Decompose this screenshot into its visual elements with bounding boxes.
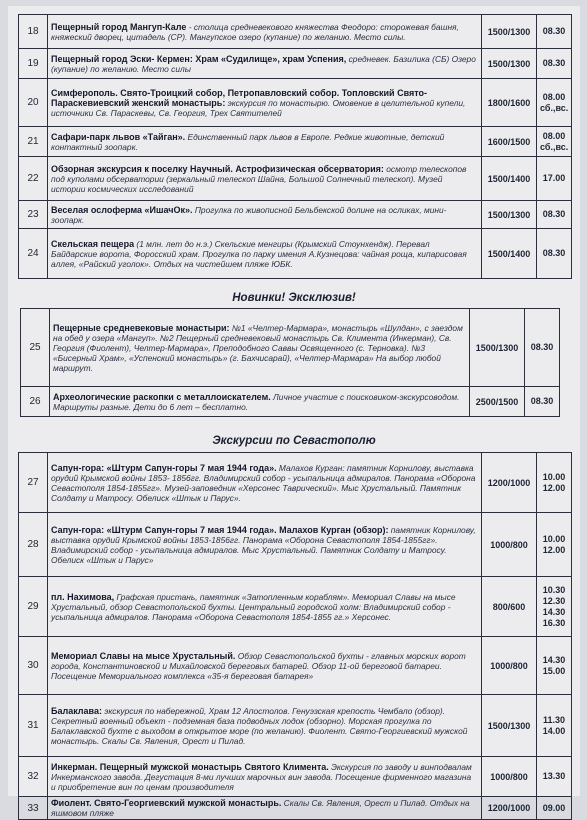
excursion-price: 1500/1300 [470, 309, 525, 387]
excursion-number: 33 [19, 797, 48, 820]
excursion-row [19, 695, 572, 757]
excursion-details: - столица средневекового княжества Феодоро: сторожевая башня, княжеский дворец, цитадель (СР). Мангупское озеро (купание) по желанию. Место силы. [51, 21, 459, 42]
excursion-details: Обзор Севастопольской бухты - главных морских ворот города, Константиновской и Михайловской береговых батарей. Обзор 11-ой береговой батареи. Посещение Мемориального комплекса «35-я береговая батарея» [51, 650, 466, 681]
excursion-time: 08.00 сб.,вс. [537, 79, 572, 127]
excursion-number: 24 [19, 229, 48, 279]
excursion-title: Пещерный город Эски- Кермен: Храм «Судилище», храм Успения, [51, 53, 347, 64]
excursion-description [48, 637, 482, 695]
excursion-time: 08.30 [525, 309, 560, 387]
excursion-number: 26 [21, 387, 50, 417]
excursion-row [19, 15, 572, 49]
excursion-row [19, 201, 572, 229]
excursion-title: Скельская пещера [51, 238, 135, 249]
excursion-row [19, 49, 572, 79]
excursion-price: 1800/1600 [482, 79, 537, 127]
excursion-time: 09.00 [537, 797, 572, 820]
excursion-row [19, 127, 572, 157]
excursion-details: Малахов Курган: памятник Корнилову, выставка орудий Крымской войны 1853- 1856гг. Владимирский собор - усыпальница адмиралов. Панорама «Оборона Севастополя 1854-1855гг». Музей-заповедник «Херсонес Таврический». Мыс Хрустальный. Памятник Солдату и Матросу. Обелиск «Штык и Парус». [51, 462, 476, 503]
excursions-table-main [18, 14, 572, 279]
excursion-description [48, 127, 482, 157]
excursion-time: 10.00 12.00 [537, 453, 572, 513]
excursion-time: 11.30 14.00 [537, 695, 572, 757]
excursion-details: Единственный парк львов в Европе. Редкие животные, детский контактный зоопарк. [51, 131, 445, 152]
excursion-number: 30 [19, 637, 48, 695]
excursion-number: 32 [19, 757, 48, 797]
excursion-row [19, 757, 572, 797]
excursion-time: 08.30 [525, 387, 560, 417]
excursion-description [48, 695, 482, 757]
excursion-details: №1 «Челтер-Мармара», монастырь «Шулдан», с заездом на обед у озера «Мангуп». №2 Пещерный средневековый монастырь Св. Климента (Инкерман), Св. Георгия (Фиолент), Челтер-Мармара», Преподобного Саввы Освященного (с. Терновка). №3 «Бисерный Храм», «Успенский монастырь» (г. Бахчисарай), «Челтер-Мармара» На выбор любой маршрут. [53, 322, 463, 373]
excursion-price-sheet [8, 6, 580, 818]
excursion-title: Пещерный город Мангуп-Кале [51, 21, 187, 32]
excursion-description [48, 453, 482, 513]
excursion-description [48, 229, 482, 279]
excursion-number: 20 [19, 79, 48, 127]
excursion-time: 14.30 15.00 [537, 637, 572, 695]
excursion-row [19, 157, 572, 201]
excursion-price: 1000/800 [482, 757, 537, 797]
excursion-title: Археологические раскопки с металлоискателем. [53, 391, 271, 402]
excursion-description [48, 157, 482, 201]
excursion-row [19, 797, 572, 820]
excursion-row [21, 309, 560, 387]
section-heading-exclusive: Новинки! Эксклюзив! [232, 292, 356, 304]
excursion-title: Сапун-гора: «Штурм Сапун-горы 7 мая 1944 года». Малахов Курган (обзор): [51, 524, 389, 535]
excursion-row [21, 387, 560, 417]
excursion-details: (1 млн. лет до н.э.) Скельские менгиры (Крымский Стоунхендж). Перевал Байдарские ворота, Форосский храм. Прогулка по парку имения А.Кузнецова: чайная роща, кипарисовая аллея, «Райский уголок». Отдых на чистейшем пляже ЮБК. [51, 238, 467, 269]
excursion-title: Фиолент. Свято-Георгиевский мужской монастырь. [51, 798, 282, 808]
excursion-row [19, 79, 572, 127]
excursion-time: 17.00 [537, 157, 572, 201]
excursion-row [19, 229, 572, 279]
excursion-title: Веселая ослоферма «ИшачОк». [51, 204, 193, 215]
excursion-title: Балаклава: [51, 705, 102, 716]
excursion-time: 08.30 [537, 49, 572, 79]
excursion-time: 08.30 [537, 229, 572, 279]
excursion-details: памятник Корнилову, выставка орудий Крымской войны 1853-1856гг. Панорама «Оборона Севастополя 1854-1855гг». Владимирский собор - усыпальница адмиралов. Мыс Хрустальный. Памятник Солдату и Матросу. Обелиск «Штык и Парус» [51, 524, 476, 565]
excursion-price: 1600/1500 [482, 127, 537, 157]
excursion-description [48, 757, 482, 797]
excursion-time: 10.00 12.00 [537, 513, 572, 577]
excursion-title: Мемориал Славы на мысе Хрустальный. [51, 650, 236, 661]
excursion-row [19, 637, 572, 695]
excursion-number: 28 [19, 513, 48, 577]
excursion-title: Пещерные средневековые монастыри: [53, 322, 230, 333]
excursion-price: 1500/1400 [482, 229, 537, 279]
excursion-description [48, 49, 482, 79]
excursion-details: экскурсия по набережной, Храм 12 Апостолов. Генуэзская крепость Чембало (обзор). Секретный военный объект - подземная база подводных лодок (обзорно). Морская прогулка по Балаклавской бухте с выходом в открытое море (по желанию). Фиолент. Свято-Георгиевский мужской монастырь. Скалы Св. Явления, Орест и Пилад. [51, 705, 468, 746]
section-heading-sevastopol: Экскурсии по Севастополю [212, 435, 376, 447]
excursion-title: Обзорная экскурсия к поселку Научный. Астрофизическая обсерватория: [51, 163, 384, 174]
excursion-price: 1500/1300 [482, 201, 537, 229]
excursion-price: 800/600 [482, 577, 537, 637]
excursion-description [48, 79, 482, 127]
excursion-description [50, 309, 470, 387]
excursion-details: Прогулка по живописной Бельбекской долине на осликах, мини-зоопарк. [51, 204, 447, 225]
excursion-title: пл. Нахимова, [51, 591, 115, 602]
excursion-row [19, 513, 572, 577]
excursions-table-exclusive [20, 308, 560, 417]
excursion-details: осмотр телескопов под куполами обсерватории (зеркальный телескоп Шайна, Большой Солнечный телескоп). Музей истории космических исследований [51, 163, 467, 194]
excursion-price: 1200/1000 [482, 797, 537, 820]
excursion-time: 10.30 12.30 14.30 16.30 [537, 577, 572, 637]
excursion-number: 29 [19, 577, 48, 637]
excursion-description [48, 797, 482, 820]
excursion-price: 1000/800 [482, 513, 537, 577]
excursion-price: 1500/1300 [482, 49, 537, 79]
excursion-description [48, 15, 482, 49]
excursion-details: Личное участие с поисковиком-экскурсоводом. Маршруты разные. Дети до 6 лет – бесплатно. [53, 391, 460, 412]
excursion-title: Сапун-гора: «Штурм Сапун-горы 7 мая 1944 года». [51, 462, 277, 473]
excursion-time: 08.30 [537, 201, 572, 229]
excursion-row [19, 453, 572, 513]
excursion-price: 1500/1300 [482, 695, 537, 757]
excursion-number: 27 [19, 453, 48, 513]
excursion-number: 25 [21, 309, 50, 387]
excursion-number: 31 [19, 695, 48, 757]
excursion-row [19, 577, 572, 637]
excursion-number: 18 [19, 15, 48, 49]
excursions-table-sevastopol [18, 452, 572, 820]
excursion-number: 23 [19, 201, 48, 229]
excursion-description [48, 201, 482, 229]
excursion-price: 2500/1500 [470, 387, 525, 417]
excursion-price: 1500/1400 [482, 157, 537, 201]
excursion-price: 1000/800 [482, 637, 537, 695]
excursion-time: 08.00 сб.,вс. [537, 127, 572, 157]
excursion-title: Симферополь. Свято-Троицкий собор, Петропавловский собор. Топловский Свято-Параскевиевский женский монастырь: [51, 87, 428, 108]
excursion-details: Графская пристань, памятник «Затопленным кораблям». Мемориал Славы на мысе Хрустальный, обзор Севастопольской бухты. Центральный городской холм: Владимирский собор - усыпальница адмиралов. Панорама «Оборона Севастополя 1854-1855 гг.» Херсонес. [51, 591, 456, 622]
excursion-title: Инкерман. Пещерный мужской монастырь Святого Климента. [51, 761, 329, 772]
excursion-details: Экскурсия по заводу и винподвалам Инкерманского завода. Дегустация 8-ми лучших марочных вин завода. Посещение фирменного магазина и приобретение вин по ценам производителя [51, 761, 472, 792]
excursion-description [50, 387, 470, 417]
excursion-price: 1500/1300 [482, 15, 537, 49]
excursion-time: 08.30 [537, 15, 572, 49]
excursion-details: Скалы Св. Явления, Орест и Пилад. Отдых на яшмовом пляже [51, 798, 470, 818]
excursion-title: Сафари-парк львов «Тайган». [51, 131, 186, 142]
excursion-details: экскурсия по монастырю. Омовение в целительной купели, источники Св. Параскевы, Св. Георгия, Трех Святителей [51, 97, 466, 118]
excursion-number: 22 [19, 157, 48, 201]
excursion-number: 19 [19, 49, 48, 79]
excursion-price: 1200/1000 [482, 453, 537, 513]
excursion-description [48, 577, 482, 637]
excursion-number: 21 [19, 127, 48, 157]
excursion-description [48, 513, 482, 577]
excursion-time: 13.30 [537, 757, 572, 797]
excursion-details: средневек. Базилика (СБ) Озеро (купание) по желанию. Место силы [51, 53, 476, 74]
